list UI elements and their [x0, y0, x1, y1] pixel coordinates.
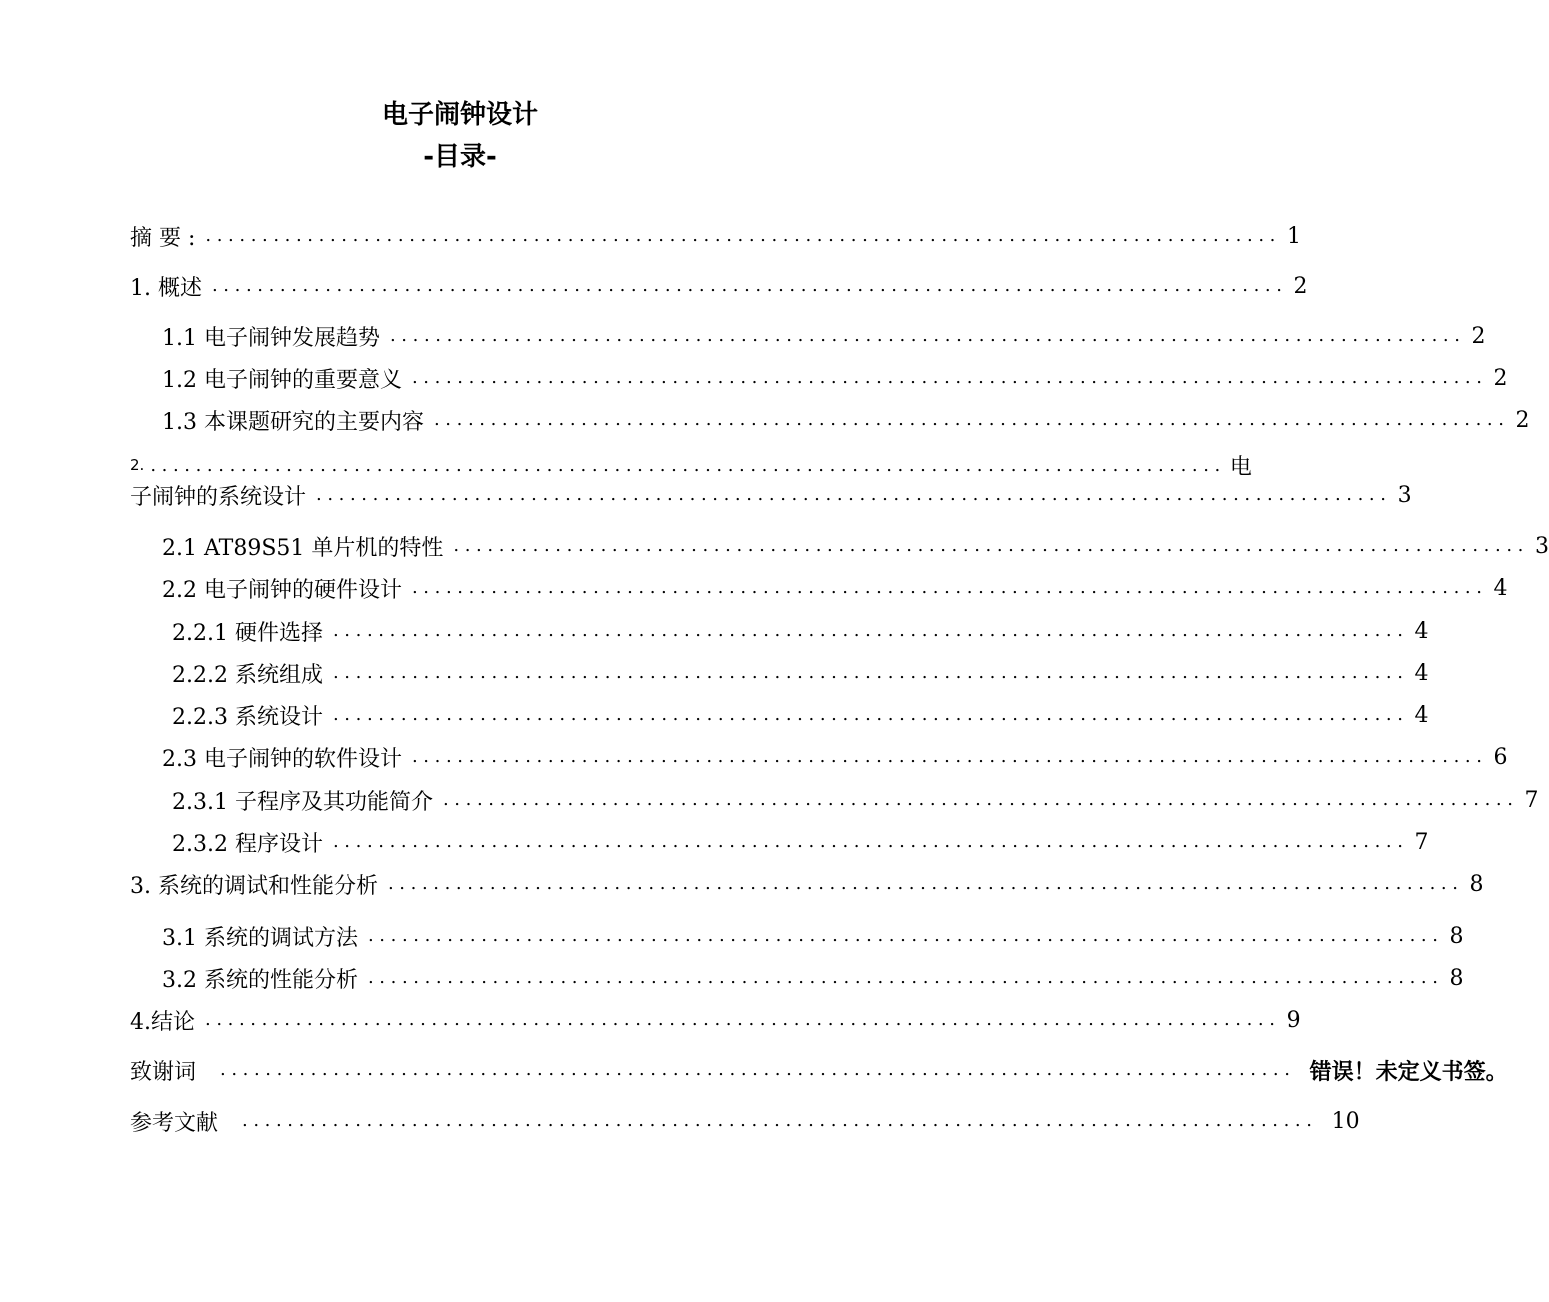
toc-page-number: 7	[1414, 829, 1429, 855]
toc-label: 参考文献	[130, 1110, 219, 1136]
toc-leader: ...............................................................................................	[387, 873, 1464, 894]
toc-leader: ...............................................................................................	[411, 367, 1488, 388]
toc-label: 1.1 电子闹钟发展趋势	[162, 325, 380, 351]
toc-label: 2.3.1 子程序及其功能简介	[172, 789, 433, 815]
toc-label-part: 子闹钟的系统设计	[130, 484, 307, 510]
toc-label: 2.2.3 系统设计	[172, 704, 323, 730]
toc-page-number: 8	[1449, 965, 1464, 991]
toc-page-number: 6	[1493, 744, 1508, 770]
toc-leader: ...............................................................................................	[332, 662, 1409, 683]
toc-leader: ...............................................................................................	[442, 789, 1519, 810]
toc-page-number: 4	[1493, 575, 1508, 601]
toc-entry-2-line2[interactable]	[130, 480, 1412, 510]
toc-entry-references[interactable]	[130, 1106, 1360, 1136]
toc-entry-abstract[interactable]	[130, 221, 1301, 251]
toc-label: 3.1 系统的调试方法	[162, 925, 358, 951]
toc-page-number: 2	[1515, 407, 1530, 433]
toc-label: 1. 概述	[130, 275, 202, 301]
toc-leader: ...............................................................................................	[220, 1059, 1296, 1080]
toc-entry-3-1[interactable]	[162, 921, 1464, 951]
toc-leader: ...............................................................................................	[211, 275, 1288, 296]
toc-entry-3[interactable]	[130, 869, 1484, 899]
toc-leader: ...............................................................................................	[242, 1110, 1318, 1131]
toc-leader: ...............................................................................................	[453, 535, 1529, 556]
toc-label-part: 电	[1229, 454, 1252, 480]
toc-page-number: 4	[1414, 702, 1429, 728]
toc-section-number: 2.	[130, 456, 145, 474]
toc-entry-1-1[interactable]	[162, 321, 1486, 351]
toc-page-number: 9	[1286, 1007, 1301, 1033]
toc-leader: ...............................................................................................	[205, 1009, 1281, 1030]
toc-entry-2-3-2[interactable]	[172, 827, 1429, 857]
toc-entry-2-2-3[interactable]	[172, 700, 1429, 730]
toc-page-number: 2	[1493, 365, 1508, 391]
toc-leader: ...............................................................................................	[150, 454, 1226, 476]
toc-leader: ...............................................................................................	[389, 325, 1466, 346]
toc-leader: ...............................................................................................	[332, 831, 1409, 852]
toc-entry-2-2[interactable]	[162, 573, 1508, 603]
toc-page-number: 2	[1471, 323, 1486, 349]
toc-page-number: 8	[1469, 871, 1484, 897]
toc-entry-4[interactable]	[130, 1005, 1301, 1035]
toc-label: 2.3 电子闹钟的软件设计	[162, 746, 402, 772]
toc-page-number: 1	[1286, 223, 1301, 249]
toc-entry-2-1[interactable]	[162, 531, 1549, 561]
toc-label: 1.2 电子闹钟的重要意义	[162, 367, 402, 393]
toc-entry-2-3[interactable]	[162, 742, 1508, 772]
toc-label: 2.2 电子闹钟的硬件设计	[162, 577, 402, 603]
toc-page-number: 7	[1524, 787, 1539, 813]
toc-entry-2-line1[interactable]	[130, 450, 1252, 480]
toc-label: 摘 要 :	[130, 225, 196, 251]
toc-entry-2-2-2[interactable]	[172, 658, 1429, 688]
toc-label: 1.3 本课题研究的主要内容	[162, 409, 424, 435]
toc-entry-1-3[interactable]	[162, 405, 1530, 435]
toc-leader: ...............................................................................................	[367, 967, 1444, 988]
toc-entry-3-2[interactable]	[162, 963, 1464, 993]
toc-label: 3. 系统的调试和性能分析	[130, 873, 378, 899]
toc-leader: ...............................................................................................	[411, 577, 1488, 598]
toc-entry-1-2[interactable]	[162, 363, 1508, 393]
toc-page-number: 8	[1449, 923, 1464, 949]
toc-page-number: 3	[1534, 533, 1549, 559]
toc-label: 4.结论	[130, 1009, 195, 1035]
toc-label: 2.2.1 硬件选择	[172, 620, 323, 646]
toc-label: 2.1 AT89S51 单片机的特性	[162, 535, 444, 561]
toc-leader: ...............................................................................................	[332, 620, 1409, 641]
toc-leader: ...............................................................................................	[367, 925, 1444, 946]
toc-page-number: 2	[1293, 273, 1308, 299]
toc-entry-1[interactable]	[130, 271, 1308, 301]
toc-entry-2-2-1[interactable]	[172, 616, 1429, 646]
toc-label: 2.3.2 程序设计	[172, 831, 323, 857]
toc-leader: ...............................................................................................	[316, 484, 1392, 505]
toc-entry-2-3-1[interactable]	[172, 785, 1539, 815]
toc-page-number: 3	[1397, 482, 1412, 508]
toc-leader: ...............................................................................................	[411, 746, 1488, 767]
toc-leader: ...............................................................................................	[332, 704, 1409, 725]
toc-leader: ...............................................................................................	[433, 409, 1510, 430]
toc-page-number: 4	[1414, 660, 1429, 686]
toc-label: 3.2 系统的性能分析	[162, 967, 358, 993]
document-title: 电子闹钟设计	[381, 100, 538, 130]
toc-page-number: 10	[1331, 1108, 1360, 1134]
toc-heading: -目录-	[423, 142, 497, 172]
toc-label: 2.2.2 系统组成	[172, 662, 323, 688]
toc-error-message: 错误！未定义书签。	[1309, 1059, 1508, 1085]
toc-label: 致谢词	[130, 1059, 197, 1085]
toc-page-number: 4	[1414, 618, 1429, 644]
toc-leader: ...............................................................................................	[205, 225, 1281, 246]
toc-entry-acknowledgement[interactable]	[130, 1055, 1508, 1085]
